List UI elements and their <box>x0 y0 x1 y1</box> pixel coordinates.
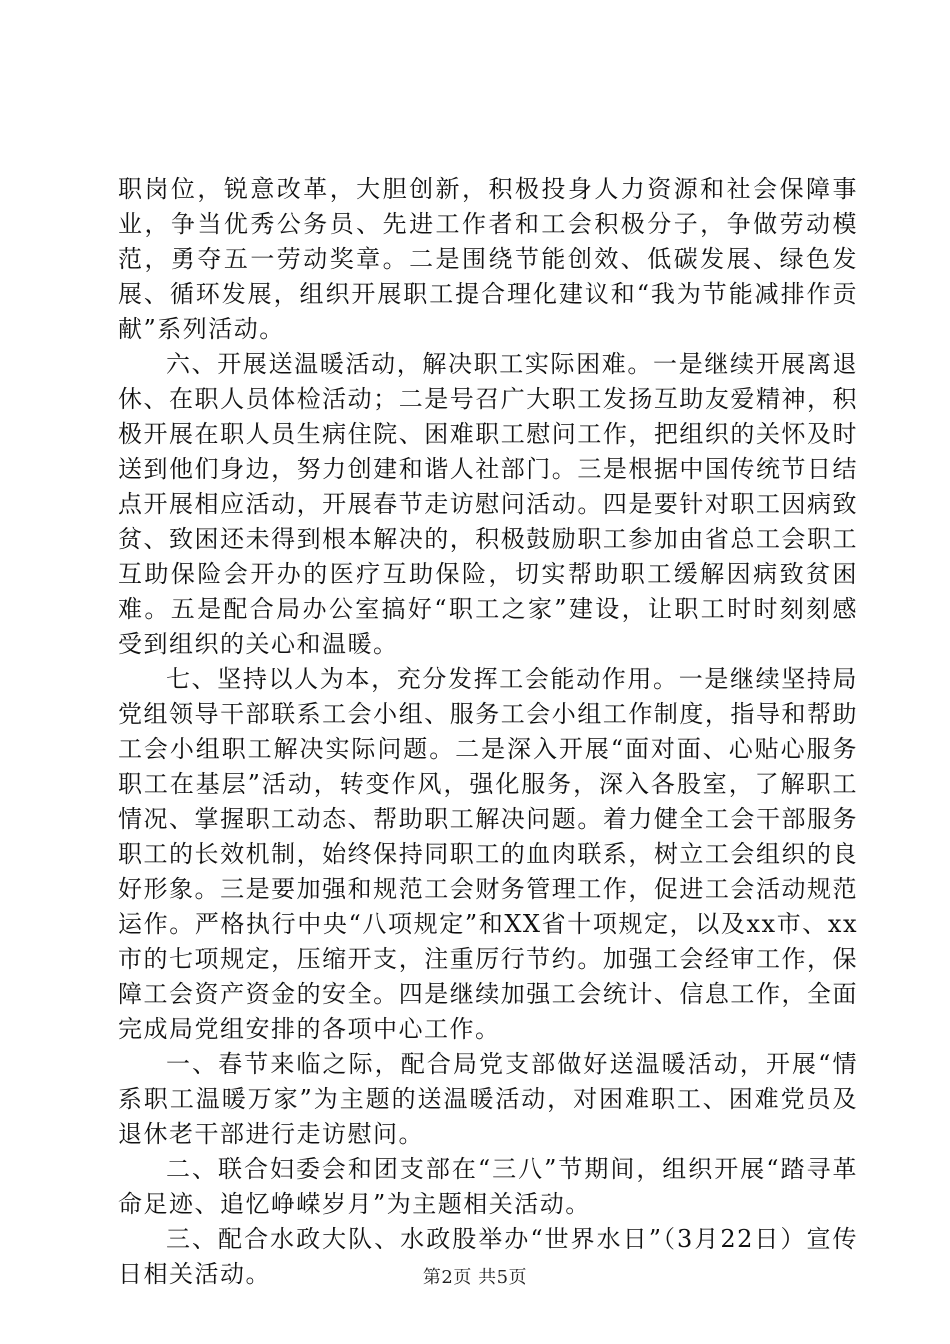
paragraph-continuation: 职岗位，锐意改革，大胆创新，积极投身人力资源和社会保障事业，争当优秀公务员、先进工作者和工会积极分子，争做劳动模范，勇夺五一劳动奖章。二是围绕节能创效、低碳发展、绿色发展、循环发展，组织开展职工提合理化建议和“我为节能减排作贡献”系列活动。 <box>118 175 858 343</box>
page-number-footer: 第2页 共5页 <box>422 1267 528 1288</box>
paragraph-item-two: 二、联合妇委会和团支部在“三八”节期间，组织开展“踏寻革命足迹、追忆峥嵘岁月”为主题相关活动。 <box>118 1155 858 1218</box>
document-body <box>118 172 858 1292</box>
paragraph-section-six: 六、开展送温暖活动，解决职工实际困难。一是继续开展离退休、在职人员体检活动；二是号召广大职工发扬互助友爱精神，积极开展在职人员生病住院、困难职工慰问工作，把组织的关怀及时送到他们身边，努力创建和谐人社部门。三是根据中国传统节日结点开展相应活动，开展春节走访慰问活动。四是要针对职工因病致贫、致困还未得到根本解决的，积极鼓励职工参加由省总工会职工互助保险会开办的医疗互助保险，切实帮助职工缓解因病致贫困难。五是配合局办公室搞好“职工之家”建设，让职工时时刻刻感受到组织的关心和温暖。 <box>118 350 858 658</box>
paragraph-item-one: 一、春节来临之际，配合局党支部做好送温暖活动，开展“情系职工温暖万家”为主题的送温暖活动，对困难职工、困难党员及退休老干部进行走访慰问。 <box>118 1050 858 1148</box>
paragraph-section-seven: 七、坚持以人为本，充分发挥工会能动作用。一是继续坚持局党组领导干部联系工会小组、服务工会小组工作制度，指导和帮助工会小组职工解决实际问题。二是深入开展“面对面、心贴心服务职工在基层”活动，转变作风，强化服务，深入各股室，了解职工情况、掌握职工动态、帮助职工解决问题。着力健全工会干部服务职工的长效机制，始终保持同职工的血肉联系，树立工会组织的良好形象。三是要加强和规范工会财务管理工作，促进工会活动规范运作。严格执行中央“八项规定”和XX省十项规定，以及xx市、xx市的七项规定，压缩开支，注重厉行节约。加强工会经审工作，保障工会资产资金的安全。四是继续加强工会统计、信息工作，全面完成局党组安排的各项中心工作。 <box>118 665 858 1043</box>
paragraph-item-three: 三、配合水政大队、水政股举办“世界水日”（3月22日）宣传日相关活动。 <box>118 1225 858 1288</box>
